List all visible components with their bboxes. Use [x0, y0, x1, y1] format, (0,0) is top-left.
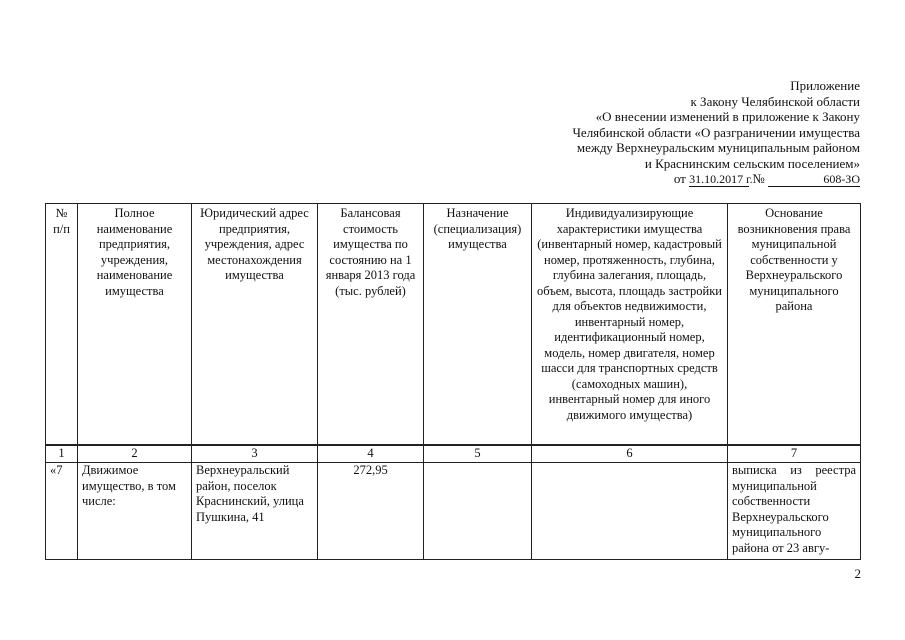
column-number: 1 [46, 445, 78, 463]
column-number: 4 [318, 445, 424, 463]
appendix-line: «О внесении изменений в приложение к Закону [595, 109, 860, 124]
appendix-header [440, 78, 860, 187]
column-number-row [46, 445, 861, 463]
header-num: № п/п [46, 204, 78, 446]
row-basis: выписка из реестра муниципальной собственности Верхнеуральского муниципального района от 23 авгу- [728, 463, 861, 560]
column-number: 3 [192, 445, 318, 463]
row-name: Движимое имущество, в том числе: [78, 463, 192, 560]
column-number: 2 [78, 445, 192, 463]
header-name: Полное наименование предприятия, учреждения, наименование имущества [78, 204, 192, 446]
law-date: 31.10.2017 г. [689, 172, 753, 186]
column-number: 7 [728, 445, 861, 463]
appendix-line: Приложение [790, 78, 860, 93]
header-address: Юридический адрес предприятия, учреждения, адрес местонахождения имущества [192, 204, 318, 446]
property-table [45, 203, 861, 560]
header-value: Балансовая стоимость имущества по состоянию на 1 января 2013 года (тыс. рублей) [318, 204, 424, 446]
header-purpose: Назначение (специализация) имущества [424, 204, 532, 446]
law-date-number [440, 171, 860, 187]
page-number: 2 [854, 566, 861, 581]
number-prefix: № [752, 171, 765, 186]
row-num: «7 [46, 463, 78, 560]
column-number: 6 [532, 445, 728, 463]
date-prefix: от [673, 171, 686, 186]
law-number: 608-ЗО [768, 173, 860, 187]
appendix-line: между Верхнеуральским муниципальным районом [576, 140, 860, 155]
table-row [46, 463, 861, 560]
appendix-line: Челябинской области «О разграничении имущества [572, 124, 860, 140]
appendix-line: и Краснинским сельским поселением» [644, 155, 860, 171]
row-value: 272,95 [318, 463, 424, 560]
row-characteristics [532, 463, 728, 560]
row-address: Верхнеуральский район, поселок Краснинский, улица Пушкина, 41 [192, 463, 318, 560]
header-characteristics: Индивидуализирующие характеристики имущества (инвентарный номер, кадастровый номер, протяженность, глубина, глубина залегания, площадь, объем, высота, площадь застройки для объектов недвижимости, инвентарный номер, идентификационный номер, модель, номер двигателя, номер шасси для транспортных средств (самоходных машин), инвентарный номер для иного движимого имущества) [532, 204, 728, 446]
header-row [46, 204, 861, 446]
row-purpose [424, 463, 532, 560]
header-basis: Основание возникновения права муниципальной собственности у Верхнеуральского муниципального района [728, 204, 861, 446]
column-number: 5 [424, 445, 532, 463]
appendix-line: к Закону Челябинской области [690, 93, 860, 109]
